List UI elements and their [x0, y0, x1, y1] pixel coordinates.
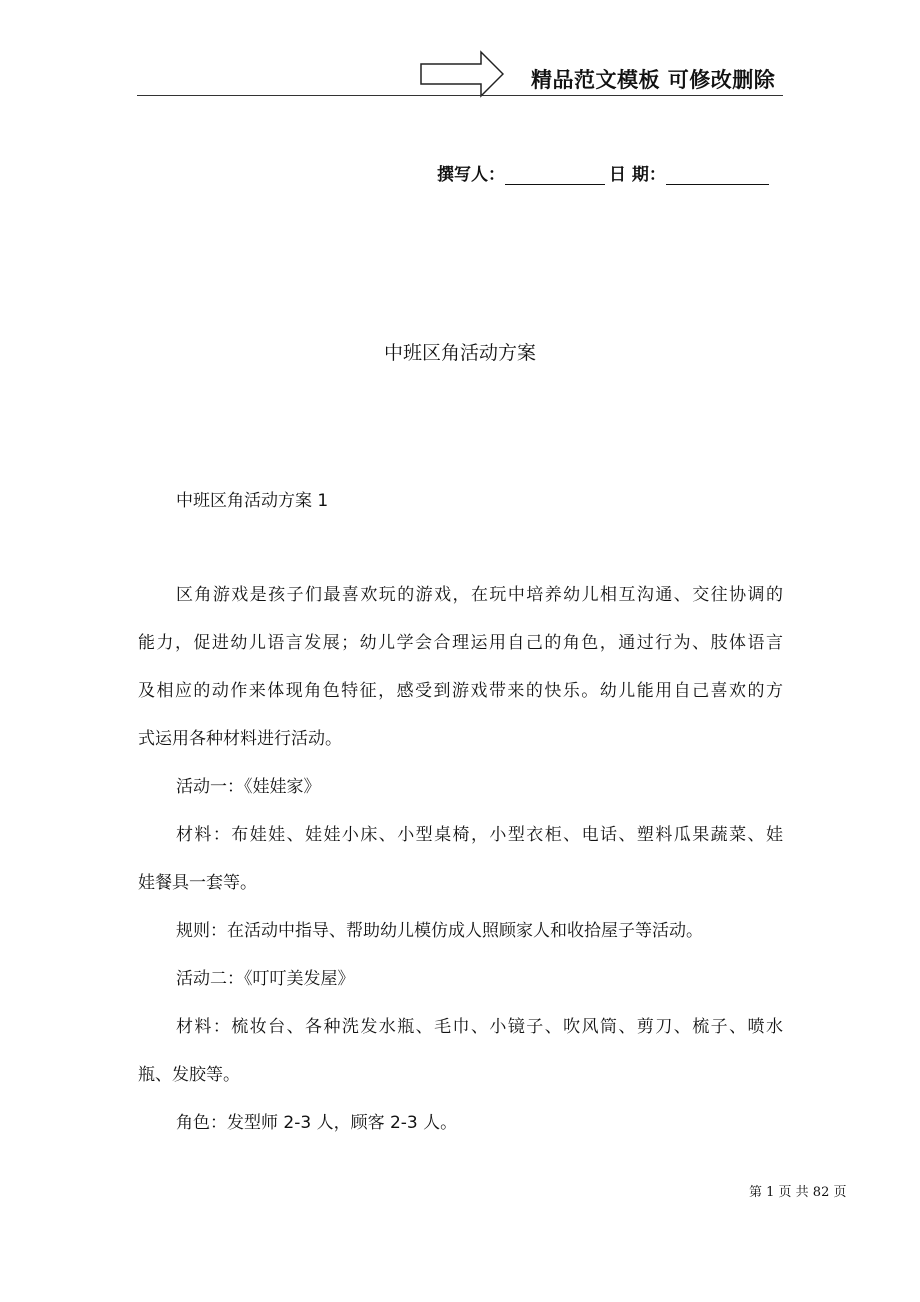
paragraph-rules-1	[138, 915, 783, 947]
paragraph-line: 瓶、发胶等。	[138, 1065, 240, 1085]
header-rule	[137, 95, 783, 96]
page-number: 第 1 页 共 82 页	[749, 1185, 847, 1200]
section-heading	[138, 485, 783, 517]
paragraph-line: 活动二：《叮叮美发屋》	[176, 969, 355, 989]
paragraph-line: 规则：在活动中指导、帮助幼儿模仿成人照顾家人和收拾屋子等活动。	[176, 921, 703, 941]
paragraph-line: 角色：发型师 2-3 人，顾客 2-3 人。	[176, 1113, 458, 1133]
paragraph-line: 式运用各种材料进行活动。	[138, 729, 342, 749]
paragraph-line: 区角游戏是孩子们最喜欢玩的游戏，在玩中培养幼儿相互沟通、交往协调的	[176, 585, 783, 605]
paragraph-activity-2	[138, 963, 783, 995]
paragraph-line: 及相应的动作来体现角色特征，感受到游戏带来的快乐。幼儿能用自己喜欢的方	[138, 681, 783, 701]
author-label: 撰写人：	[437, 165, 505, 185]
date-blank	[666, 166, 769, 185]
author-blank	[505, 166, 605, 185]
paragraph-roles-2	[138, 1107, 783, 1139]
section-heading-text: 中班区角活动方案 1	[176, 491, 329, 511]
header-title: 精品范文模板 可修改删除	[531, 68, 776, 92]
paragraph-line: 材料：布娃娃、娃娃小床、小型桌椅，小型衣柜、电话、塑料瓜果蔬菜、娃	[176, 825, 783, 845]
paragraph-activity-1	[138, 771, 783, 803]
paragraph-line: 材料：梳妆台、各种洗发水瓶、毛巾、小镜子、吹风筒、剪刀、梳子、喷水	[176, 1017, 783, 1037]
date-label: 日 期：	[609, 165, 666, 185]
paragraph-intro	[138, 579, 783, 755]
paragraph-materials-2	[138, 1011, 783, 1091]
document-title: 中班区角活动方案	[383, 342, 536, 364]
paragraph-line: 能力，促进幼儿语言发展；幼儿学会合理运用自己的角色，通过行为、肢体语言	[138, 633, 783, 653]
paragraph-materials-1	[138, 819, 783, 899]
paragraph-line: 娃餐具一套等。	[138, 873, 257, 893]
paragraph-line: 活动一：《娃娃家》	[176, 777, 321, 797]
author-date-line	[437, 160, 769, 185]
arrow-icon	[420, 50, 504, 98]
